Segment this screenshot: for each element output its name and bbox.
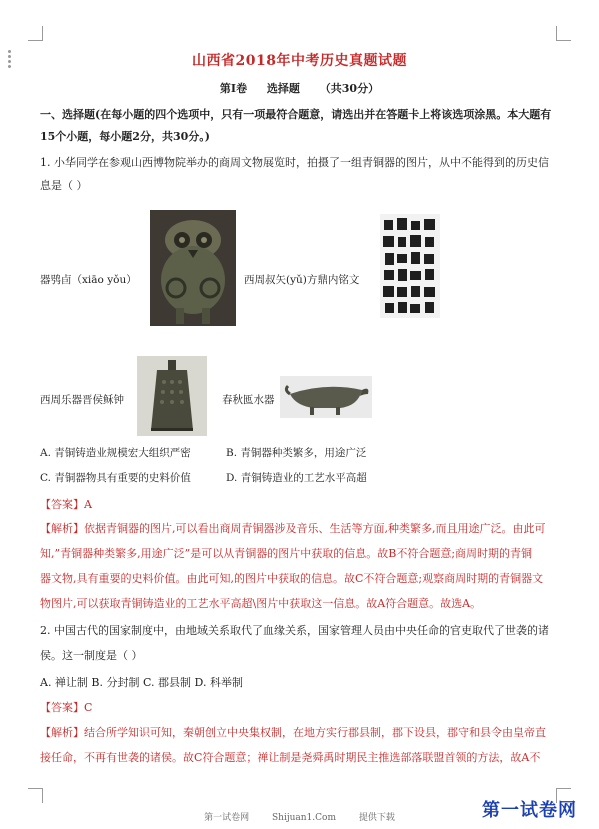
q2-options: A. 禅让制 B. 分封制 C. 郡县制 D. 科举制 <box>40 676 243 689</box>
fig1-label: 器鸮卣（xiāo yǒu） <box>40 274 137 286</box>
q1-option-b: B. 青铜器种类繁多，用途广泛 <box>226 447 367 459</box>
q1-analysis-line-1: 【解析】依据青铜器的图片,可以看出商周青铜器涉及音乐、生活等方面,种类繁多,而且用途广泛。由此可 <box>40 522 546 535</box>
q1-analysis-line-4: 物图片,可以获取青铜铸造业的工艺水平高超\图片中获取这一信息。故A符合题意。故选A。 <box>40 597 482 610</box>
footer-download: 提供下载 <box>358 813 395 823</box>
instructions-line-2: 15个小题，每小题2分，共30分。) <box>40 130 210 143</box>
q2-stem-line-2: 侯。这一制度是（ ） <box>40 649 143 662</box>
q2-analysis-line-1: 【解析】结合所学知识可知，秦朝创立中央集权制，在地方实行郡县制，郡下设县，郡守和县令由皇帝直 <box>40 726 546 739</box>
footer-domain[interactable]: Shijuan1.Com <box>271 813 336 823</box>
inscription-image <box>378 212 442 320</box>
page-title: 山西省2018年中考历史真题试题 <box>192 53 407 69</box>
q1-option-d: D. 青铜铸造业的工艺水平高超 <box>226 472 367 484</box>
fig3-label: 西周乐器晋侯稣钟 <box>40 394 124 406</box>
q1-stem-line-1: 1. 小华同学在参观山西博物院举办的商周文物展览时，拍摄了一组青铜器的图片，从中不能得到的历史信 <box>40 156 549 169</box>
q1-analysis-line-3: 器文物,具有重要的史料价值。由此可知,的图片中获取的信息。故C不符合题意;观察商周时期的青铜器文 <box>40 572 544 585</box>
fig2-label: 西周叔矢(yǔ)方鼎内铭文 <box>244 274 360 286</box>
crop-mark-top-left <box>28 26 43 41</box>
q1-option-a: A. 青铜铸造业规模宏大组织严密 <box>40 447 191 459</box>
fig4-label: 春秋匜水器 <box>222 394 275 406</box>
q1-option-c: C. 青铜器物具有重要的史料价值 <box>40 472 191 484</box>
q1-analysis-line-2: 知,”青铜器种类繁多,用途广泛”是可以从青铜器的图片中获取的信息。故B不符合题意;商周时期的青铜 <box>40 547 533 560</box>
q1-answer: 【答案】A <box>40 498 92 511</box>
footer-site: 第一试卷网 <box>204 813 250 823</box>
section-name: 第Ⅰ卷 <box>219 82 248 95</box>
instructions-line-1: 一、选择题(在每小题的四个选项中，只有一项最符合题意，请选出并在答题卡上将该选项涂黑。本大题有 <box>40 108 552 121</box>
q2-analysis-line-2: 接任命，不再有世袭的诸侯。故C符合题意；禅让制是尧舜禹时期民主推选部落联盟首领的方法，故A不 <box>40 751 541 764</box>
owl-vessel-image <box>150 210 236 326</box>
section-header <box>0 80 599 96</box>
crop-mark-bottom-left <box>28 788 43 803</box>
q2-answer: 【答案】C <box>40 701 93 714</box>
section-type: 选择题 <box>266 82 300 95</box>
q2-stem-line-1: 2. 中国古代的国家制度中，由地域关系取代了血缘关系，国家管理人员由中央任命的官吏取代了世袭的诸 <box>40 624 549 637</box>
q1-stem-line-2: 息是（ ） <box>40 179 88 192</box>
brand-logo: 第一试卷网 <box>482 800 577 821</box>
bell-image <box>137 356 207 436</box>
section-score: （共30分） <box>319 82 380 95</box>
water-vessel-image <box>280 376 372 418</box>
crop-mark-top-right <box>556 26 571 41</box>
